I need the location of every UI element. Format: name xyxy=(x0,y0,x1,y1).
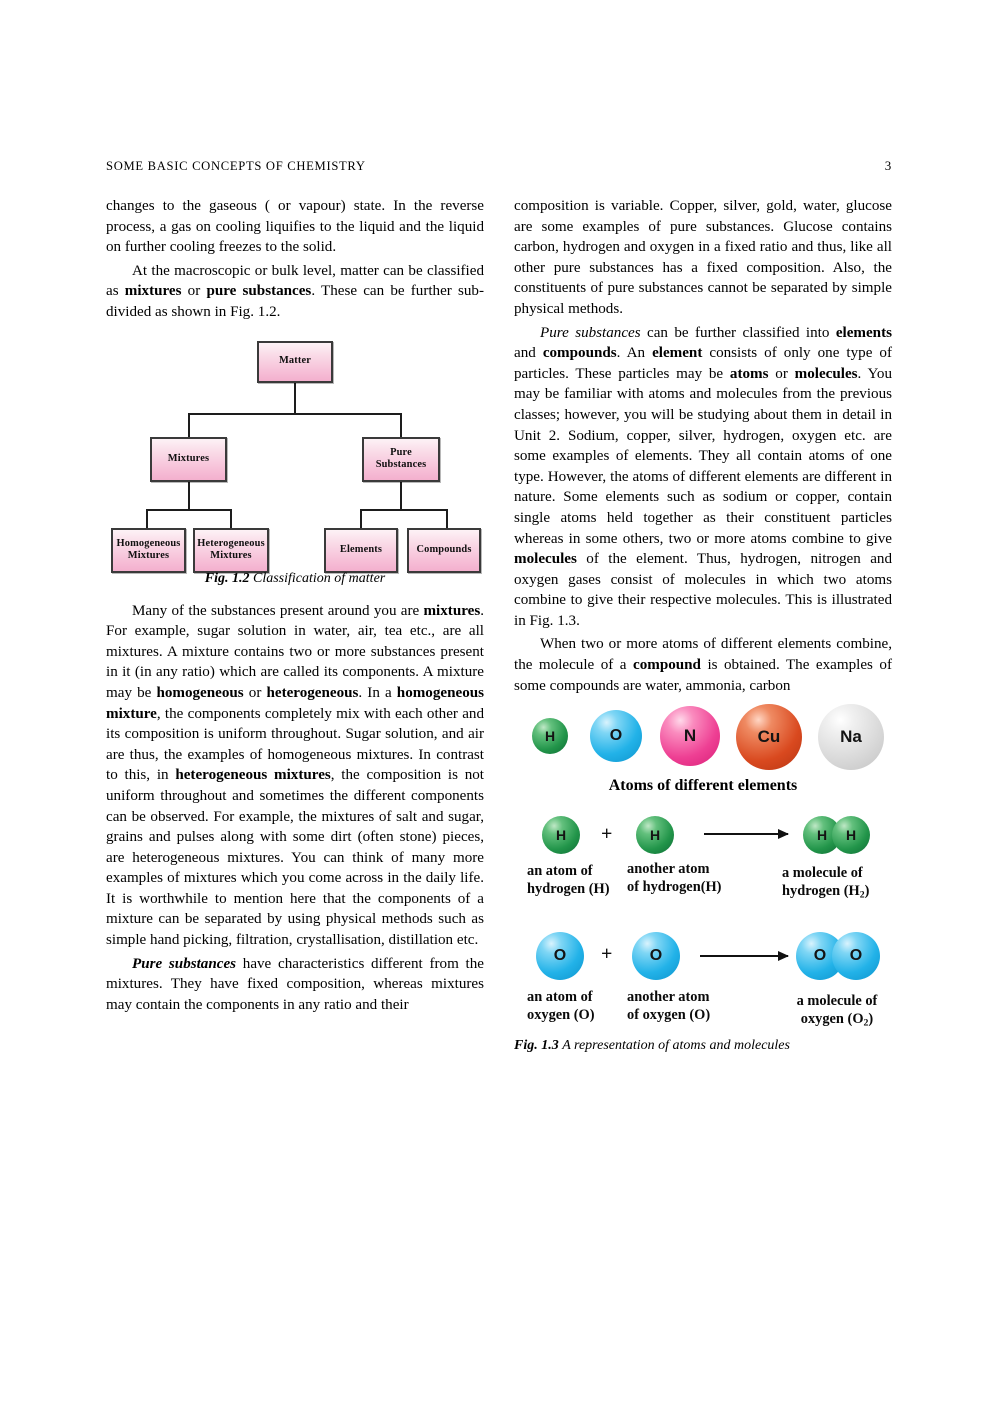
emphasis-bold: molecules xyxy=(514,551,577,568)
figure-1-3 xyxy=(514,706,892,1066)
label-hydrogen-atom-2 xyxy=(627,860,739,896)
text-run: or xyxy=(243,684,267,701)
connector-pure-horizontal xyxy=(360,509,448,511)
emphasis-bold: elements xyxy=(835,324,892,341)
right-column xyxy=(514,196,892,1066)
label-hydrogen-molecule-line1: a molecule of xyxy=(782,865,863,882)
emphasis-bold: atoms xyxy=(729,365,769,382)
text-run: have characteristics different from the mixtures. They have fixed composition, whereas mixtures may contain the components in any ratio and their xyxy=(106,955,484,1013)
reaction-hydrogen-atom-1: H xyxy=(542,816,580,854)
emphasis-bold: compounds xyxy=(542,345,617,362)
left-column-text-top xyxy=(106,196,484,323)
paragraph xyxy=(106,196,484,258)
emphasis-bold: mixtures xyxy=(124,283,182,300)
text-run: When two or more atoms of different elements combine, the molecule of a xyxy=(514,636,892,674)
reaction-oxygen-atom-2: O xyxy=(632,932,680,980)
left-column xyxy=(106,196,484,1015)
reaction-oxygen-plus: + xyxy=(601,943,613,966)
flow-node-heterogeneous-mixtures: Heterogeneous Mixtures xyxy=(193,528,269,573)
text-run: Many of the substances present around you are xyxy=(132,602,424,619)
paragraph xyxy=(514,323,892,632)
molecule-oxygen-atom-2: O xyxy=(832,932,880,980)
page-number: 3 xyxy=(884,158,892,173)
text-run: . An xyxy=(616,345,653,362)
label-hydrogen-molecule-line2: hydrogen $(H_2)$ xyxy=(782,883,870,901)
figure-1-2 xyxy=(106,333,484,595)
text-run: . In a xyxy=(358,684,397,701)
text-run: is obtained. The examples of some compounds are water, ammonia, carbon xyxy=(514,657,892,694)
figure-1-3-number: Fig. 1.3 xyxy=(514,1038,559,1054)
connector-mixtures-down xyxy=(188,481,190,510)
emphasis-bold: homogeneous xyxy=(156,684,244,701)
connector-to-heterogeneous xyxy=(230,509,232,529)
label-oxygen-atom-2-line2: of oxygen (O) xyxy=(627,1007,711,1024)
flow-node-pure-substances: Pure Substances xyxy=(362,437,440,482)
paragraph xyxy=(514,196,892,320)
emphasis-bold: compound xyxy=(633,657,701,674)
label-oxygen-molecule-line1: a molecule of xyxy=(796,993,878,1010)
connector-to-elements xyxy=(360,509,362,529)
label-hydrogen-atom-1-line1: an atom of xyxy=(527,863,593,880)
label-oxygen-atom-2-line1: another atom xyxy=(627,989,710,1006)
atom-sphere-sodium: Na xyxy=(818,704,884,770)
atom-sphere-nitrogen: N xyxy=(660,706,720,766)
emphasis-bold-italic: Pure substances xyxy=(132,955,237,972)
label-hydrogen-atom-1 xyxy=(527,862,625,898)
atom-sphere-oxygen: O xyxy=(590,710,642,762)
paragraph xyxy=(106,261,484,323)
text-run: of the element. Thus, hydrogen, nitrogen and oxygen gases consist of molecules in which two atoms combine to give their respective molecules. This is illustrated in Fig. 1.3. xyxy=(514,551,892,629)
connector-pure-down xyxy=(400,481,402,510)
text-run: , the composition is not uniform throughout and sometimes the different components can be observed. For example, the mixtures of salt and sugar, grains and pulses along with some dirt (often stone) pieces, are heterogeneous mixtures. You can think of many more examples of mixtures which you come across in the daily life. It is worthwhile to mention here that the components of a mixture can be separated by using physical methods such as simple hand picking, filtration, crystallisation, distillation etc. xyxy=(106,767,484,949)
emphasis-italic: Pure substances xyxy=(540,324,641,341)
connector-to-pure-substances xyxy=(400,413,402,438)
label-oxygen-molecule-line2: oxygen $(O_2)$ xyxy=(800,1011,874,1029)
emphasis-bold: homogeneous mixture xyxy=(106,684,485,722)
label-oxygen-molecule xyxy=(782,992,892,1033)
atom-sphere-hydrogen: H xyxy=(532,718,568,754)
reaction-hydrogen-plus: + xyxy=(601,823,613,846)
label-hydrogen-atom-2-line1: another atom xyxy=(627,861,710,878)
text-run: At the macroscopic or bulk level, matter can be classified as xyxy=(106,262,484,300)
figure-1-3-caption-text: A representation of atoms and molecules xyxy=(562,1038,790,1054)
text-run: consists of only one type of particles. These particles may be xyxy=(514,345,892,382)
connector-matter-down xyxy=(294,382,296,414)
text-run: . You may be familiar with atoms and molecules from the previous classes; however, you will be studying about them in detail in Unit 2. Sodium, copper, silver, hydrogen, oxygen etc. are some examples of elements. They all contain atoms of one type. However, the atoms of different elements are different in nature. Some elements such as sodium or copper, contain single atoms held together as their constituent particles whereas in some others, two or more atoms combine to give xyxy=(514,365,892,547)
label-hydrogen-atom-1-line2: hydrogen (H) xyxy=(527,881,610,898)
flow-node-elements: Elements xyxy=(324,528,398,573)
text-run: can be further classified into xyxy=(640,324,836,341)
connector-mixtures-horizontal xyxy=(146,509,232,511)
reaction-arrow-hydrogen xyxy=(704,824,788,844)
emphasis-bold: element xyxy=(652,345,703,362)
figure-1-2-caption xyxy=(106,569,484,590)
molecule-hydrogen-atom-1: H xyxy=(803,816,841,854)
flow-node-matter: Matter xyxy=(257,341,333,383)
text-run: and xyxy=(514,345,543,362)
paragraph xyxy=(106,601,484,951)
figure-1-2-number: Fig. 1.2 xyxy=(204,570,250,586)
flow-node-mixtures: Mixtures xyxy=(150,437,227,482)
connector-to-compounds xyxy=(446,509,448,529)
molecule-hydrogen-atom-2: H xyxy=(832,816,870,854)
emphasis-bold: heterogeneous xyxy=(266,684,359,701)
figure-1-2-caption-text: Classification of matter xyxy=(253,570,386,586)
reaction-arrow-oxygen xyxy=(700,946,788,966)
paragraph xyxy=(106,954,484,1016)
emphasis-bold: heterogeneous mixtures xyxy=(175,767,331,784)
connector-level1-horizontal xyxy=(188,413,402,415)
atom-sphere-copper: Cu xyxy=(736,704,802,770)
running-head-title: SOME BASIC CONCEPTS OF CHEMISTRY xyxy=(106,159,366,173)
text-run: or xyxy=(768,365,795,382)
running-head xyxy=(106,158,892,174)
reaction-oxygen-atom-1: O xyxy=(536,932,584,980)
label-oxygen-atom-1 xyxy=(527,988,625,1024)
label-hydrogen-atom-2-line2: of hydrogen(H) xyxy=(627,879,722,896)
label-oxygen-atom-1-line1: an atom of xyxy=(527,989,593,1006)
emphasis-bold: mixtures xyxy=(423,602,481,619)
figure-1-3-caption xyxy=(514,1036,892,1057)
label-oxygen-atom-1-line2: oxygen (O) xyxy=(527,1007,595,1024)
text-run: changes to the gaseous ( or vapour) state. In the reverse process, a gas on cooling liquifies to the liquid and the liquid on further cooling freezes to the solid. xyxy=(106,198,484,256)
right-column-text xyxy=(514,196,892,696)
label-hydrogen-molecule xyxy=(782,864,892,905)
emphasis-bold: molecules xyxy=(794,365,858,382)
text-run: , the components completely mix with each other and its composition is uniform throughout. Sugar solution, and air are thus, the examples of homogeneous mixtures. In contrast to this, in xyxy=(106,705,484,784)
connector-to-homogeneous xyxy=(146,509,148,529)
connector-to-mixtures xyxy=(188,413,190,438)
emphasis-bold: pure substances xyxy=(206,283,312,300)
label-oxygen-atom-2 xyxy=(627,988,742,1024)
text-run: . These can be further sub-divided as shown in Fig. 1.2. xyxy=(106,283,484,320)
flow-node-homogeneous-mixtures: Homogeneous Mixtures xyxy=(111,528,186,573)
molecule-oxygen-atom-1: O xyxy=(796,932,844,980)
atoms-of-different-elements-label: Atoms of different elements xyxy=(608,777,798,795)
text-run: . For example, sugar solution in water, air, tea etc., are all mixtures. A mixture contains two or more substances present in it (in any ratio) which are called its components. A mixture may be xyxy=(106,602,484,701)
text-run: composition is variable. Copper, silver, gold, water, glucose are some examples of pure substances. Glucose contains carbon, hydrogen and oxygen in a fixed ratio and thus, like all other pure substances has a fixed composition. Also, the constituents of pure substances cannot be separated by simple physical methods. xyxy=(514,198,892,317)
reaction-hydrogen-atom-2: H xyxy=(636,816,674,854)
left-column-text-bottom xyxy=(106,601,484,1016)
flow-node-compounds: Compounds xyxy=(407,528,481,573)
text-run: or xyxy=(181,283,207,300)
paragraph xyxy=(514,634,892,696)
